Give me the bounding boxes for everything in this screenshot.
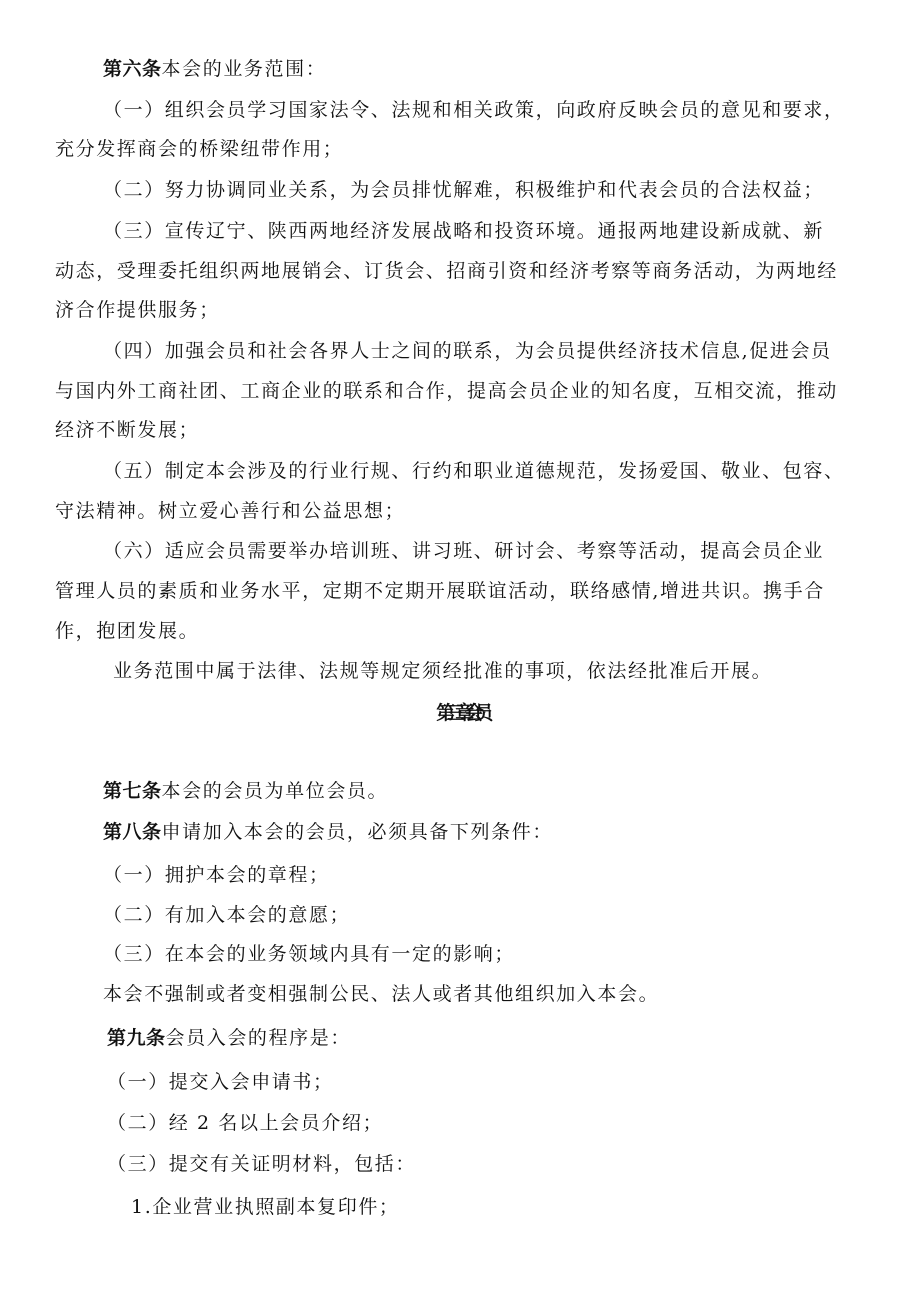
article-6-heading: 第六条 (103, 58, 162, 80)
article-9-heading: 第九条 (107, 1027, 166, 1049)
article-6-item-6-line-2: 管理人员的素质和业务水平，定期不定期开展联谊活动，联络感情,增进共识。携手合 (55, 580, 825, 602)
article-6-item-3-line-3: 济合作提供服务； (55, 299, 220, 321)
article-8-condition-3: （三）在本会的业务领域内具有一定的影响； (103, 943, 516, 965)
article-6-item-6-line-3: 作，抱团发展。 (55, 620, 200, 642)
article-8-text: 申请加入本会的会员，必须具备下列条件： (161, 821, 553, 843)
article-8-heading: 第八条 (103, 821, 162, 843)
article-9-sub-item-1: 1.企业营业执照副本复印件； (131, 1196, 400, 1218)
article-6-item-3-line-1: （三）宣传辽宁、陕西两地经济发展战略和投资环境。通报两地建设新成就、新 (103, 220, 825, 242)
article-9-line (107, 1025, 351, 1051)
chapter-3-title: 第三章会员 (436, 702, 484, 724)
article-6-item-4-line-1: （四）加强会员和社会各界人士之间的联系，为会员提供经济技术信息,促进会员 (103, 340, 832, 362)
article-8-condition-1: （一）拥护本会的章程； (103, 864, 330, 886)
article-9-text: 会员入会的程序是： (165, 1027, 351, 1049)
article-6-item-4-line-2: 与国内外工商社团、工商企业的联系和合作，提高会员企业的知名度，互相交流，推动 (55, 380, 838, 402)
article-8-note: 本会不强制或者变相强制公民、法人或者其他组织加入本会。 (103, 983, 660, 1005)
article-6-item-5-line-1: （五）制定本会涉及的行业行规、行约和职业道德规范，发扬爱国、敬业、包容、 (103, 460, 845, 482)
article-6-item-1-line-1: （一）组织会员学习国家法令、法规和相关政策，向政府反映会员的意见和要求， (103, 99, 845, 121)
article-7-line (103, 778, 388, 804)
article-6-intro: 本会的业务范围： (161, 58, 327, 80)
article-6-item-1-line-2: 充分发挥商会的桥梁纽带作用； (55, 138, 344, 160)
article-6-item-5-line-2: 守法精神。树立爱心善行和公益思想； (55, 500, 406, 522)
article-9-step-3: （三）提交有关证明材料，包括： (107, 1153, 417, 1175)
article-9-step-2: （二）经 2 名以上会员介绍； (107, 1112, 384, 1134)
article-7-text: 本会的会员为单位会员。 (161, 780, 389, 802)
article-6-closing: 业务范围中属于法律、法规等规定须经批准的事项，依法经批准后开展。 (113, 660, 773, 682)
article-6-item-4-line-3: 经济不断发展； (55, 419, 200, 441)
article-8-condition-2: （二）有加入本会的意愿； (103, 904, 351, 926)
article-6-intro-line (103, 56, 326, 82)
article-6-item-2-line-1: （二）努力协调同业关系，为会员排忧解难，积极维护和代表会员的合法权益； (103, 179, 825, 201)
article-7-heading: 第七条 (103, 780, 162, 802)
article-8-line (103, 819, 553, 845)
article-6-item-6-line-1: （六）适应会员需要举办培训班、讲习班、研讨会、考察等活动，提高会员企业 (103, 540, 825, 562)
article-9-step-1: （一）提交入会申请书； (107, 1071, 334, 1093)
article-6-item-3-line-2: 动态，受理委托组织两地展销会、订货会、招商引资和经济考察等商务活动，为两地经 (55, 260, 838, 282)
